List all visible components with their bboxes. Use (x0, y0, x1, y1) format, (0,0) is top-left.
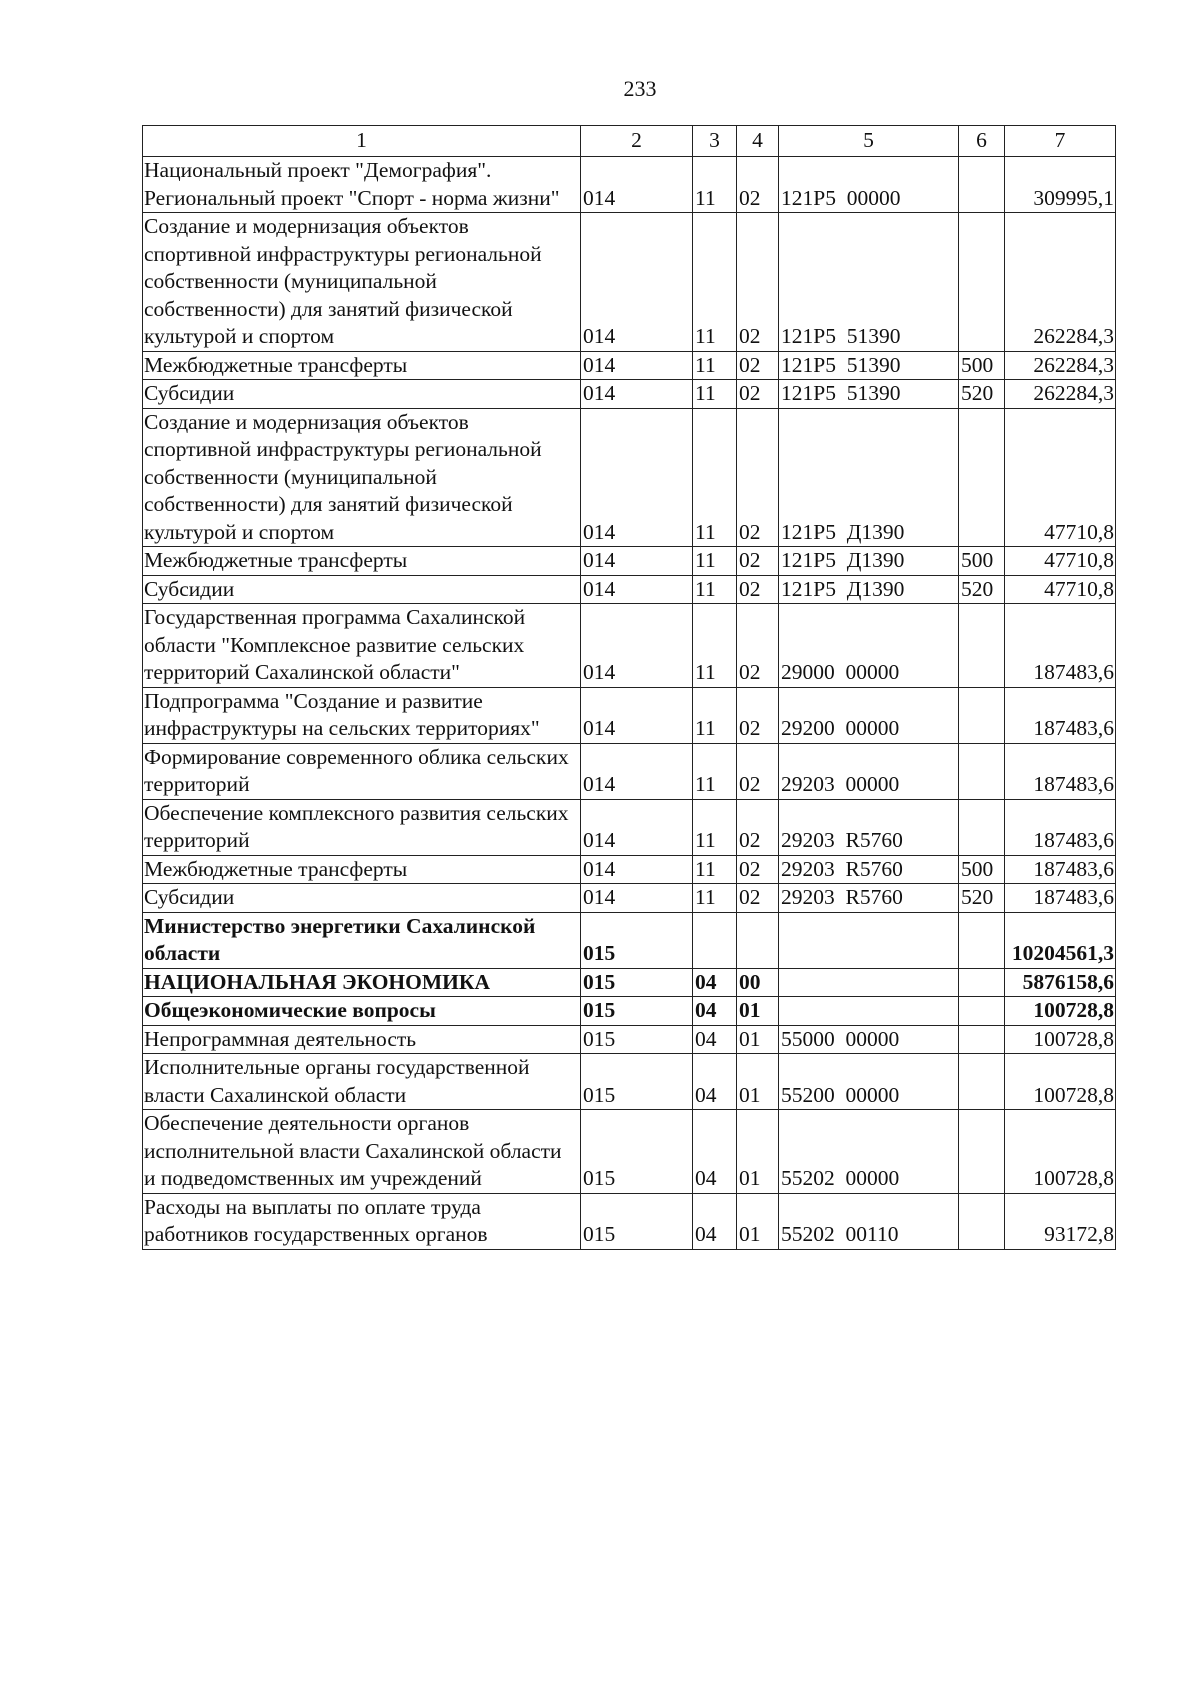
row-amount: 100728,8 (1005, 1110, 1116, 1194)
table-row (143, 884, 1116, 913)
row-ministry-code: 015 (581, 912, 693, 968)
header-col-3: 3 (693, 126, 737, 157)
row-section-code: 04 (693, 997, 737, 1026)
row-name: Субсидии (143, 575, 581, 604)
row-amount: 93172,8 (1005, 1193, 1116, 1249)
row-subsection-code: 02 (737, 575, 779, 604)
row-amount: 5876158,6 (1005, 968, 1116, 997)
row-name: Обеспечение деятельности органов исполнительной власти Сахалинской области и подведомственных им учреждений (143, 1110, 581, 1194)
row-section-code: 11 (693, 575, 737, 604)
table-row (143, 1110, 1116, 1194)
row-expense-type (959, 213, 1005, 352)
row-subsection-code: 01 (737, 1193, 779, 1249)
row-name: Исполнительные органы государственной власти Сахалинской области (143, 1054, 581, 1110)
row-expense-type: 500 (959, 855, 1005, 884)
row-amount: 187483,6 (1005, 884, 1116, 913)
row-section-code: 11 (693, 157, 737, 213)
table-row (143, 380, 1116, 409)
row-amount: 262284,3 (1005, 351, 1116, 380)
row-amount: 187483,6 (1005, 799, 1116, 855)
table-row (143, 855, 1116, 884)
row-subsection-code: 01 (737, 1054, 779, 1110)
row-ministry-code: 014 (581, 380, 693, 409)
table-row (143, 213, 1116, 352)
row-ministry-code: 015 (581, 968, 693, 997)
row-target-code (779, 997, 959, 1026)
table-row (143, 743, 1116, 799)
row-amount: 187483,6 (1005, 687, 1116, 743)
header-row (143, 126, 1116, 157)
row-name: НАЦИОНАЛЬНАЯ ЭКОНОМИКА (143, 968, 581, 997)
row-target-code: 29203 R5760 (779, 855, 959, 884)
row-section-code: 11 (693, 855, 737, 884)
row-subsection-code: 02 (737, 604, 779, 688)
row-subsection-code: 02 (737, 547, 779, 576)
row-expense-type (959, 912, 1005, 968)
table-row (143, 547, 1116, 576)
row-target-code (779, 912, 959, 968)
row-amount: 187483,6 (1005, 743, 1116, 799)
row-target-code: 29000 00000 (779, 604, 959, 688)
row-ministry-code: 015 (581, 1110, 693, 1194)
row-target-code: 121P5 51390 (779, 351, 959, 380)
row-target-code: 29203 R5760 (779, 884, 959, 913)
row-name: Непрограммная деятельность (143, 1025, 581, 1054)
row-expense-type (959, 1110, 1005, 1194)
row-ministry-code: 015 (581, 1193, 693, 1249)
header-col-7: 7 (1005, 126, 1116, 157)
row-target-code: 121P5 51390 (779, 380, 959, 409)
row-expense-type (959, 604, 1005, 688)
row-expense-type: 520 (959, 575, 1005, 604)
table-row (143, 1193, 1116, 1249)
row-amount: 10204561,3 (1005, 912, 1116, 968)
header-col-6: 6 (959, 126, 1005, 157)
row-amount: 100728,8 (1005, 997, 1116, 1026)
row-name: Государственная программа Сахалинской области "Комплексное развитие сельских территорий Сахалинской области" (143, 604, 581, 688)
row-section-code: 04 (693, 1054, 737, 1110)
row-ministry-code: 014 (581, 687, 693, 743)
row-subsection-code: 02 (737, 213, 779, 352)
header-col-1: 1 (143, 126, 581, 157)
table-row (143, 912, 1116, 968)
row-section-code: 11 (693, 380, 737, 409)
row-ministry-code: 014 (581, 799, 693, 855)
row-expense-type (959, 968, 1005, 997)
row-name: Расходы на выплаты по оплате труда работников государственных органов (143, 1193, 581, 1249)
table-row (143, 351, 1116, 380)
row-section-code: 11 (693, 213, 737, 352)
row-amount: 187483,6 (1005, 855, 1116, 884)
header-col-2: 2 (581, 126, 693, 157)
row-subsection-code (737, 912, 779, 968)
table-row (143, 157, 1116, 213)
row-expense-type (959, 799, 1005, 855)
row-section-code: 11 (693, 743, 737, 799)
row-target-code: 29203 R5760 (779, 799, 959, 855)
row-name: Общеэкономические вопросы (143, 997, 581, 1026)
row-expense-type: 520 (959, 884, 1005, 913)
row-ministry-code: 015 (581, 1025, 693, 1054)
row-subsection-code: 01 (737, 1025, 779, 1054)
row-section-code (693, 912, 737, 968)
row-expense-type (959, 1025, 1005, 1054)
row-subsection-code: 01 (737, 997, 779, 1026)
row-subsection-code: 02 (737, 408, 779, 547)
row-name: Создание и модернизация объектов спортивной инфраструктуры региональной собственности (муниципальной собственности) для занятий физической культурой и спортом (143, 408, 581, 547)
row-target-code: 29203 00000 (779, 743, 959, 799)
row-subsection-code: 01 (737, 1110, 779, 1194)
row-ministry-code: 014 (581, 743, 693, 799)
row-expense-type (959, 997, 1005, 1026)
row-expense-type (959, 743, 1005, 799)
row-ministry-code: 014 (581, 351, 693, 380)
row-expense-type (959, 1054, 1005, 1110)
row-subsection-code: 02 (737, 743, 779, 799)
row-target-code (779, 968, 959, 997)
row-name: Национальный проект "Демография". Региональный проект "Спорт - норма жизни" (143, 157, 581, 213)
row-name: Субсидии (143, 884, 581, 913)
row-target-code: 55000 00000 (779, 1025, 959, 1054)
row-target-code: 55202 00110 (779, 1193, 959, 1249)
row-ministry-code: 014 (581, 855, 693, 884)
row-ministry-code: 015 (581, 997, 693, 1026)
row-section-code: 11 (693, 884, 737, 913)
row-subsection-code: 02 (737, 884, 779, 913)
table-row (143, 799, 1116, 855)
row-section-code: 11 (693, 547, 737, 576)
row-target-code: 55202 00000 (779, 1110, 959, 1194)
row-name: Подпрограмма "Создание и развитие инфраструктуры на сельских территориях" (143, 687, 581, 743)
budget-table-body (143, 157, 1116, 1250)
row-target-code: 55200 00000 (779, 1054, 959, 1110)
row-expense-type (959, 408, 1005, 547)
row-subsection-code: 02 (737, 380, 779, 409)
row-section-code: 04 (693, 1193, 737, 1249)
row-name: Межбюджетные трансферты (143, 351, 581, 380)
table-row (143, 687, 1116, 743)
budget-table (142, 125, 1116, 1250)
row-section-code: 11 (693, 604, 737, 688)
row-subsection-code: 02 (737, 687, 779, 743)
row-expense-type: 500 (959, 547, 1005, 576)
row-amount: 47710,8 (1005, 408, 1116, 547)
row-target-code: 121P5 00000 (779, 157, 959, 213)
row-section-code: 04 (693, 1025, 737, 1054)
row-ministry-code: 014 (581, 157, 693, 213)
row-name: Субсидии (143, 380, 581, 409)
row-section-code: 11 (693, 351, 737, 380)
row-amount: 47710,8 (1005, 547, 1116, 576)
table-row (143, 997, 1116, 1026)
row-section-code: 04 (693, 1110, 737, 1194)
row-subsection-code: 02 (737, 855, 779, 884)
table-row (143, 1054, 1116, 1110)
table-row (143, 575, 1116, 604)
row-amount: 100728,8 (1005, 1054, 1116, 1110)
row-subsection-code: 02 (737, 799, 779, 855)
row-name: Формирование современного облика сельских территорий (143, 743, 581, 799)
row-amount: 309995,1 (1005, 157, 1116, 213)
row-expense-type: 520 (959, 380, 1005, 409)
row-amount: 100728,8 (1005, 1025, 1116, 1054)
row-section-code: 04 (693, 968, 737, 997)
page-number: 233 (623, 76, 657, 101)
header-col-5: 5 (779, 126, 959, 157)
row-amount: 262284,3 (1005, 213, 1116, 352)
row-subsection-code: 02 (737, 351, 779, 380)
row-target-code: 121P5 Д1390 (779, 575, 959, 604)
row-subsection-code: 00 (737, 968, 779, 997)
row-ministry-code: 014 (581, 547, 693, 576)
row-name: Межбюджетные трансферты (143, 547, 581, 576)
row-expense-type: 500 (959, 351, 1005, 380)
row-target-code: 121P5 Д1390 (779, 408, 959, 547)
row-name: Межбюджетные трансферты (143, 855, 581, 884)
row-expense-type (959, 1193, 1005, 1249)
row-expense-type (959, 687, 1005, 743)
row-target-code: 121P5 Д1390 (779, 547, 959, 576)
row-amount: 187483,6 (1005, 604, 1116, 688)
table-row (143, 968, 1116, 997)
row-target-code: 121P5 51390 (779, 213, 959, 352)
row-amount: 47710,8 (1005, 575, 1116, 604)
row-ministry-code: 014 (581, 213, 693, 352)
row-expense-type (959, 157, 1005, 213)
row-section-code: 11 (693, 687, 737, 743)
table-row (143, 1025, 1116, 1054)
row-ministry-code: 014 (581, 604, 693, 688)
row-section-code: 11 (693, 799, 737, 855)
row-ministry-code: 014 (581, 884, 693, 913)
row-name: Министерство энергетики Сахалинской области (143, 912, 581, 968)
row-amount: 262284,3 (1005, 380, 1116, 409)
row-name: Создание и модернизация объектов спортивной инфраструктуры региональной собственности (муниципальной собственности) для занятий физической культурой и спортом (143, 213, 581, 352)
row-target-code: 29200 00000 (779, 687, 959, 743)
row-subsection-code: 02 (737, 157, 779, 213)
row-name: Обеспечение комплексного развития сельских территорий (143, 799, 581, 855)
row-ministry-code: 015 (581, 1054, 693, 1110)
row-ministry-code: 014 (581, 575, 693, 604)
row-section-code: 11 (693, 408, 737, 547)
table-row (143, 408, 1116, 547)
table-row (143, 604, 1116, 688)
header-col-4: 4 (737, 126, 779, 157)
row-ministry-code: 014 (581, 408, 693, 547)
